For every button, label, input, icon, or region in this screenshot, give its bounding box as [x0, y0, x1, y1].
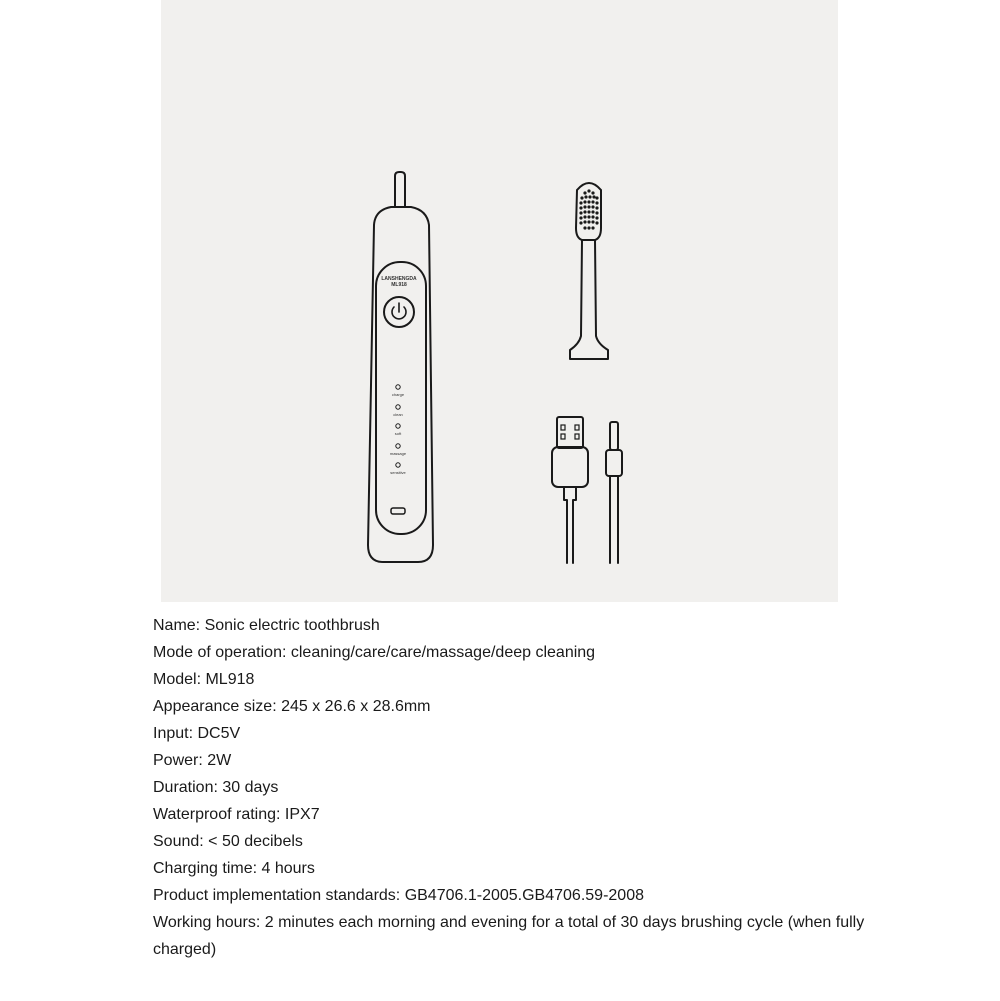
spec-sound: Sound: < 50 decibels [153, 833, 303, 850]
product-line-drawing [161, 0, 838, 602]
spec-implementation-standards: Product implementation standards: GB4706.1-2005.GB4706.59-2008 [153, 887, 644, 904]
spec-appearance-size: Appearance size: 245 x 26.6 x 28.6mm [153, 698, 431, 715]
spec-input: Input: DC5V [153, 725, 241, 742]
barrel-plug-cable [606, 422, 622, 563]
toothbrush-control-panel [376, 262, 426, 534]
spec-charging-time: Charging time: 4 hours [153, 860, 315, 877]
power-icon [392, 303, 406, 319]
brush-head [570, 183, 608, 359]
product-illustration [161, 0, 838, 602]
mode-label-sensitive: sensitive [390, 470, 406, 475]
model-mark: ML918 [391, 282, 407, 288]
spec-mode-of-operation: Mode of operation: cleaning/care/care/massage/deep cleaning [153, 644, 596, 661]
usb-symbol-icon [561, 425, 579, 439]
usb-cable [552, 417, 588, 563]
mode-label-charge: charge [391, 392, 405, 397]
charge-port-icon [391, 508, 405, 514]
specification-list [153, 612, 923, 963]
spec-model: Model: ML918 [153, 671, 255, 688]
spec-name: Name: Sonic electric toothbrush [153, 617, 380, 634]
brush-bristles [579, 189, 598, 229]
spec-duration: Duration: 30 days [153, 779, 279, 796]
mode-label-massage: massage [389, 451, 407, 456]
mode-label-soft: soft [394, 431, 402, 436]
spec-working-hours: Working hours: 2 minutes each morning and evening for a total of 30 days brushing cycle (when fully charged) [153, 914, 865, 958]
toothbrush-shaft [395, 172, 405, 207]
mode-label-clean: clean [393, 412, 403, 417]
spec-power: Power: 2W [153, 752, 232, 769]
spec-waterproof-rating: Waterproof rating: IPX7 [153, 806, 320, 823]
brand-mark: LANSHENGDA [381, 276, 417, 282]
